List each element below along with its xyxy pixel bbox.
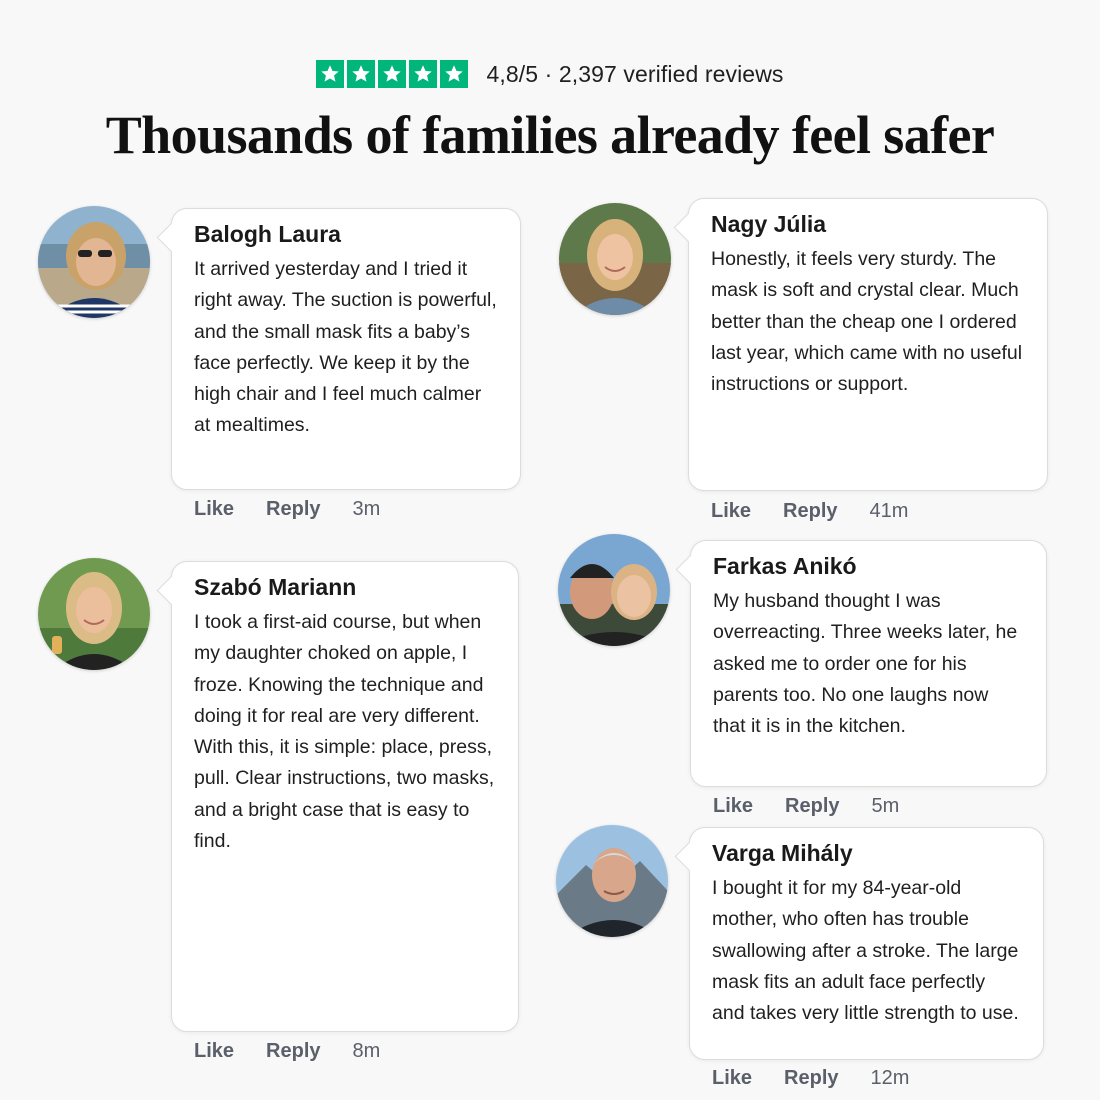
like-button[interactable]: Like <box>711 500 752 522</box>
review-actions <box>713 795 899 818</box>
timestamp: 41m <box>869 500 909 522</box>
like-button[interactable]: Like <box>194 498 235 520</box>
reply-button[interactable]: Reply <box>784 1067 839 1089</box>
like-button[interactable]: Like <box>194 1040 235 1062</box>
review-actions <box>194 1040 380 1063</box>
timestamp: 5m <box>871 795 900 817</box>
review-text: My husband thought I was overreacting. Three weeks later, he asked me to order one for his parents too. No one laughs now that it is in the kitchen. <box>713 590 1018 738</box>
reply-button[interactable]: Reply <box>266 1040 321 1062</box>
avatar <box>556 825 668 937</box>
review-actions <box>712 1067 909 1090</box>
avatar <box>38 558 150 670</box>
review-actions <box>711 500 908 523</box>
review-card <box>688 198 1048 491</box>
timestamp: 12m <box>870 1067 910 1089</box>
review-text: I took a first-aid course, but when my daughter choked on apple, I froze. Knowing the technique and doing it for real are very different. With this, it is simple: place, press, pull. Clear instructions, two masks, and a bright case that is easy to find. <box>194 611 495 853</box>
avatar <box>558 534 670 646</box>
rating-summary: 4,8/5 · 2,397 verified reviews <box>486 60 784 87</box>
reviewer-name: Farkas Anikó <box>713 553 857 579</box>
star-rating <box>316 60 468 88</box>
like-button[interactable]: Like <box>712 1067 753 1089</box>
reviewer-name: Szabó Mariann <box>194 574 357 600</box>
timestamp: 3m <box>352 498 381 520</box>
like-button[interactable]: Like <box>713 795 754 817</box>
reviewer-name: Balogh Laura <box>194 221 341 247</box>
star-icon <box>347 60 375 88</box>
review-card <box>171 208 521 490</box>
reply-button[interactable]: Reply <box>785 795 840 817</box>
star-icon <box>409 60 437 88</box>
rating-row <box>0 60 1100 88</box>
review-actions <box>194 498 380 521</box>
review-text: I bought it for my 84-year-old mother, who often has trouble swallowing after a stroke. The large mask fits an adult face perfectly and takes very little strength to use. <box>712 877 1019 1025</box>
avatar <box>38 206 150 318</box>
review-text: It arrived yesterday and I tried it right away. The suction is powerful, and the small mask fits a baby’s face perfectly. We keep it by the high chair and I feel much calmer at mealtimes. <box>194 258 497 437</box>
timestamp: 8m <box>352 1040 381 1062</box>
reviewer-name: Varga Mihály <box>712 840 853 866</box>
star-icon <box>440 60 468 88</box>
reply-button[interactable]: Reply <box>783 500 838 522</box>
page-title: Thousands of families already feel safer <box>105 105 995 165</box>
review-card <box>171 561 519 1032</box>
reply-button[interactable]: Reply <box>266 498 321 520</box>
reviewer-name: Nagy Júlia <box>711 211 827 237</box>
review-card <box>689 827 1044 1060</box>
star-icon <box>378 60 406 88</box>
star-icon <box>316 60 344 88</box>
review-card <box>690 540 1047 787</box>
avatar <box>559 203 671 315</box>
review-text: Honestly, it feels very sturdy. The mask is soft and crystal clear. Much better than the cheap one I ordered last year, which came with no useful instructions or support. <box>711 248 1023 396</box>
